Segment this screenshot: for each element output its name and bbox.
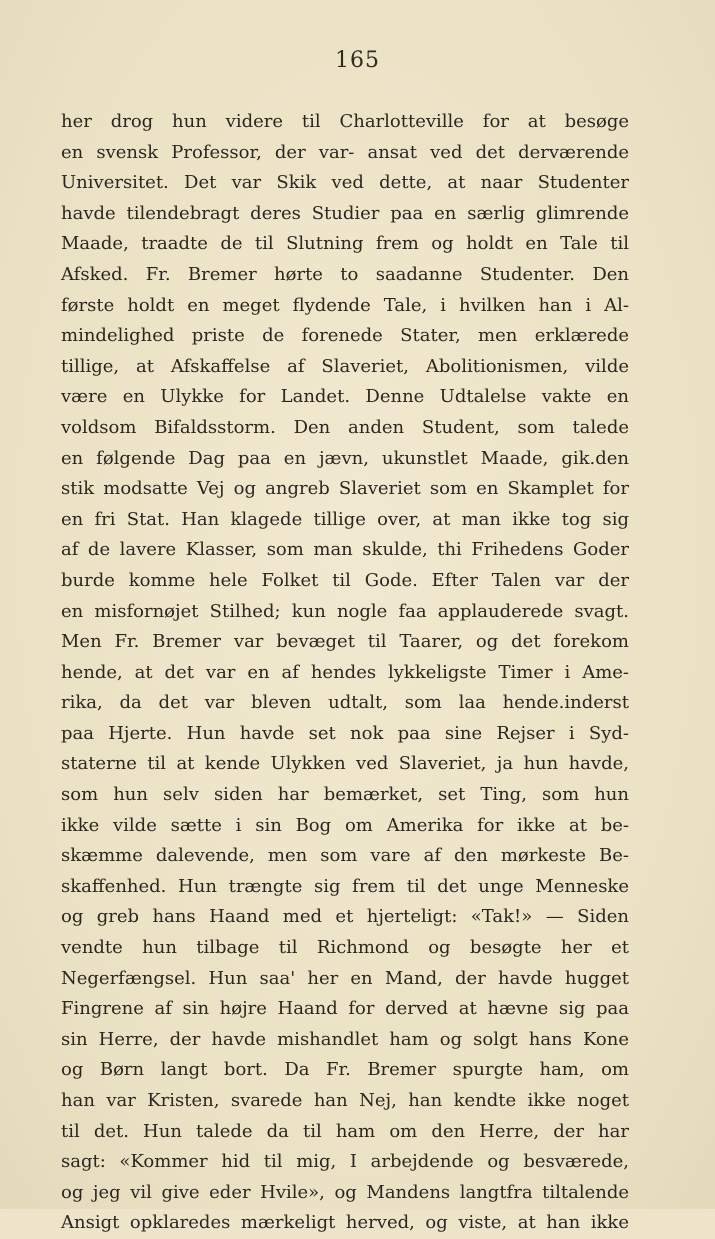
text-line: en misfornøjet Stilhed; kun nogle faa applauderede svagt. <box>61 600 629 622</box>
text-line: tillige, at Afskaffelse af Slaveriet, Abolitionismen, vilde <box>61 355 629 377</box>
text-line: Men Fr. Bremer var bevæget til Taarer, og det forekom <box>61 631 629 653</box>
text-line: Afsked. Fr. Bremer hørte to saadanne Studenter. Den <box>61 263 629 285</box>
text-line: være en Ulykke for Landet. Denne Udtalelse vakte en <box>61 386 629 408</box>
text-line: vendte hun tilbage til Richmond og besøgte her et <box>61 937 629 959</box>
text-line: som hun selv siden har bemærket, set Ting, som hun <box>61 784 629 806</box>
text-line: han var Kristen, svarede han Nej, han kendte ikke noget <box>61 1090 629 1111</box>
text-line: staterne til at kende Ulykken ved Slaveriet, ja hun havde, <box>61 753 629 775</box>
text-line: sin Herre, der havde mishandlet ham og solgt hans Kone <box>61 1028 629 1050</box>
text-line: første holdt en meget flydende Tale, i hvilken han i Al- <box>61 294 629 316</box>
text-line: og Børn langt bort. Da Fr. Bremer spurgte ham, om <box>61 1059 629 1081</box>
text-line: Negerfængsel. Hun saa' her en Mand, der havde hugget <box>61 967 629 989</box>
text-line: til det. Hun talede da til ham om den Herre, der har <box>61 1120 629 1142</box>
text-line: Ansigt opklaredes mærkeligt herved, og viste, at han ikke <box>61 1212 629 1234</box>
text-line: og greb hans Haand med et hjerteligt: «Tak!» — Siden <box>61 906 629 928</box>
text-line: hende, at det var en af hendes lykkeligste Timer i Ame- <box>61 661 629 683</box>
text-line: rika, da det var bleven udtalt, som laa hende.inderst <box>61 692 629 714</box>
text-line: og jeg vil give eder Hvile», og Mandens langtfra tiltalende <box>61 1181 629 1203</box>
text-line: paa Hjerte. Hun havde set nok paa sine Rejser i Syd- <box>61 722 629 744</box>
text-line: stik modsatte Vej og angreb Slaveriet som en Skamplet for <box>61 478 629 500</box>
text-line: Maade, traadte de til Slutning frem og holdt en Tale til <box>61 233 629 255</box>
body-text <box>61 107 629 1239</box>
text-line: havde tilendebragt deres Studier paa en særlig glimrende <box>61 202 629 224</box>
text-line: en svensk Professor, der var- ansat ved det derværende <box>61 141 629 163</box>
text-line: Fingrene af sin højre Haand for derved at hævne sig paa <box>61 998 629 1020</box>
text-line: skaffenhed. Hun trængte sig frem til det unge Menneske <box>61 875 629 897</box>
text-line: voldsom Bifaldsstorm. Den anden Student, som talede <box>61 416 629 438</box>
text-line: skæmme dalevende, men som vare af den mørkeste Be- <box>61 845 629 867</box>
text-line: af de lavere Klasser, som man skulde, thi Frihedens Goder <box>61 539 629 561</box>
text-line: en fri Stat. Han klagede tillige over, at man ikke tog sig <box>61 508 629 530</box>
text-line: ikke vilde sætte i sin Bog om Amerika for ikke at be- <box>61 814 629 836</box>
text-line: en følgende Dag paa en jævn, ukunstlet Maade, gik.den <box>61 447 629 469</box>
text-line: burde komme hele Folket til Gode. Efter Talen var der <box>61 569 629 591</box>
text-line: sagt: «Kommer hid til mig, I arbejdende og besværede, <box>61 1151 629 1173</box>
text-line: her drog hun videre til Charlotteville for at besøge <box>61 111 629 132</box>
text-line: Universitet. Det var Skik ved dette, at naar Studenter <box>61 172 629 194</box>
page-number: 165 <box>335 48 380 73</box>
text-line: mindelighed priste de forenede Stater, men erklærede <box>61 325 629 347</box>
